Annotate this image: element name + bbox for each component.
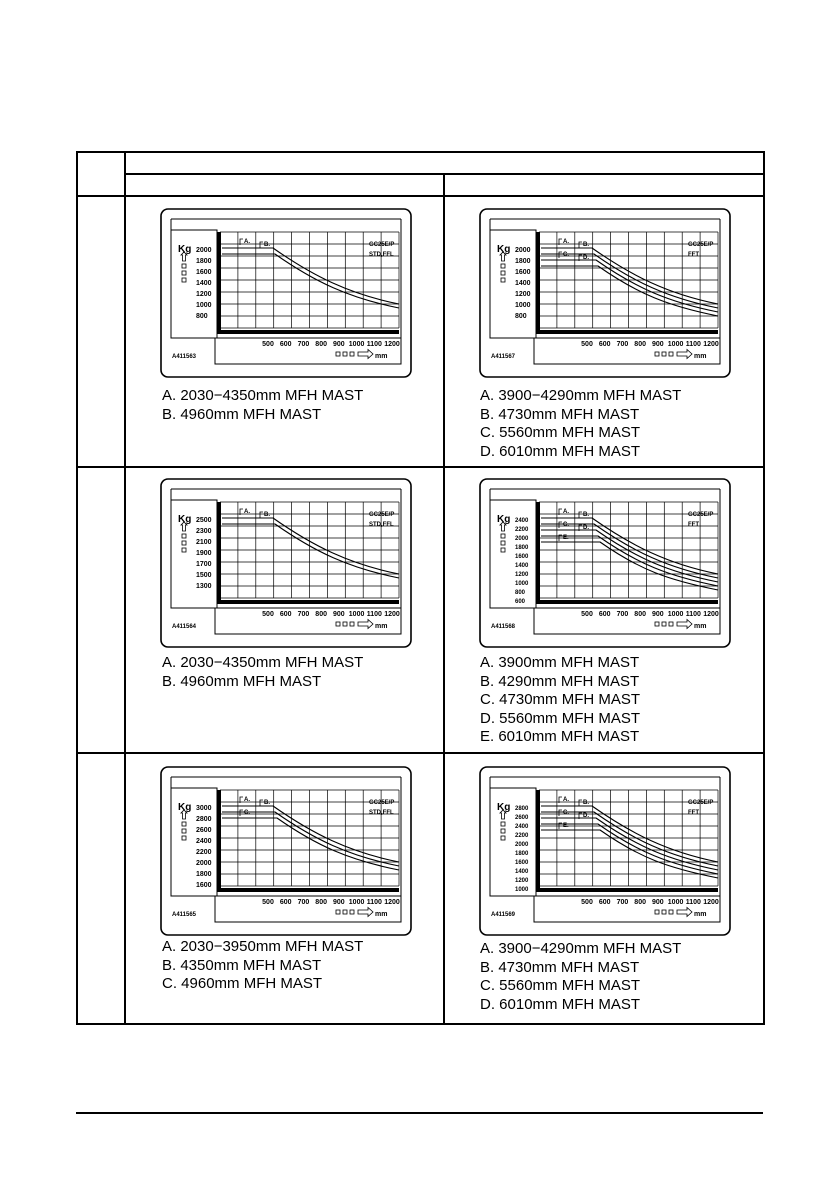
load-chart-svg (160, 766, 412, 936)
x-axis-bar (217, 330, 399, 334)
y-unit-label: Kg (178, 244, 192, 255)
caption-line: D. 5560mm MFH MAST (480, 709, 641, 727)
x-tick-label: 500 (581, 899, 593, 906)
x-tick-label: 1000 (667, 899, 684, 906)
y-tick-label: 2000 (196, 860, 212, 867)
row-divider-1 (76, 466, 765, 468)
x-axis-bar (217, 600, 399, 604)
chart-id: A411567 (491, 354, 516, 360)
x-tick-label: 600 (598, 341, 611, 348)
y-unit-label: Kg (178, 514, 192, 525)
x-unit-label: mm (694, 353, 707, 360)
header-divider-1 (124, 173, 765, 175)
curve-label: A. (244, 239, 250, 245)
y-unit-label: Kg (178, 802, 192, 813)
curve-label: A. (563, 239, 569, 245)
y-tick-label: 2000 (515, 842, 529, 848)
caption-line: C. 5560mm MFH MAST (480, 424, 641, 441)
caption-line: C. 4730mm MFH MAST (480, 691, 641, 708)
column-divider-middle (443, 173, 445, 1025)
curve-label: B. (583, 512, 589, 518)
caption-line: A. 2030−3950mm MFH MAST (162, 938, 364, 955)
caption-line: D. 6010mm MFH MAST (480, 995, 641, 1013)
y-tick-label: 1800 (196, 258, 212, 265)
y-tick-label: 1000 (515, 887, 529, 893)
x-tick-label: 1100 (685, 611, 701, 618)
caption-list (162, 937, 363, 993)
model-label: GC25E/P (688, 800, 714, 806)
x-tick-label: 600 (598, 611, 611, 618)
y-tick-label: 1600 (515, 269, 531, 276)
x-tick-label: 800 (315, 341, 327, 348)
x-tick-label: 700 (616, 341, 629, 348)
y-axis-bar (217, 232, 221, 334)
chart-r3-left (160, 766, 412, 936)
y-tick-label: 1400 (515, 563, 529, 569)
caption-list (162, 653, 363, 690)
x-tick-label: 1000 (667, 611, 684, 618)
variant-label: STD,FFL (369, 810, 394, 816)
x-tick-label: 600 (598, 899, 611, 906)
x-tick-label: 800 (634, 341, 646, 348)
y-tick-label: 1400 (196, 280, 212, 287)
y-unit-label: Kg (497, 514, 511, 525)
caption-list (162, 386, 363, 423)
y-tick-label: 1400 (515, 869, 529, 875)
caption-line: B. 4730mm MFH MAST (480, 958, 640, 976)
x-tick-label: 1100 (366, 611, 382, 618)
y-tick-label: 1700 (196, 561, 212, 568)
caption-line: A. 3900−4290mm MFH MAST (480, 387, 682, 404)
caption-line: B. 4960mm MFH MAST (162, 672, 322, 690)
x-tick-label: 900 (652, 611, 664, 618)
x-tick-label: 1000 (348, 341, 365, 348)
chart-r2-left (160, 478, 412, 648)
y-tick-label: 1000 (196, 302, 212, 309)
x-tick-label: 900 (652, 341, 664, 348)
x-tick-label: 1200 (703, 341, 719, 348)
chart-r3-right (479, 766, 731, 936)
y-tick-label: 2800 (196, 816, 212, 823)
variant-label: FFT (688, 810, 699, 816)
caption-line: C. 5560mm MFH MAST (480, 977, 641, 994)
x-tick-label: 600 (279, 899, 292, 906)
model-label: GC25E/P (369, 512, 395, 518)
y-tick-label: 1000 (515, 302, 531, 309)
y-tick-label: 2200 (515, 527, 529, 533)
x-unit-label: mm (375, 911, 388, 918)
chart-r1-right (479, 208, 731, 378)
x-axis-bar (536, 330, 718, 334)
y-tick-label: 1600 (515, 554, 529, 560)
variant-label: STD,FFL (369, 252, 394, 258)
load-chart-svg (479, 766, 731, 936)
x-tick-label: 1100 (366, 341, 382, 348)
x-tick-label: 500 (262, 611, 274, 618)
y-tick-label: 1800 (515, 545, 529, 551)
load-chart-svg (160, 208, 412, 378)
x-tick-label: 800 (634, 611, 646, 618)
chart-id: A411569 (491, 912, 516, 918)
header-divider-2 (76, 195, 765, 197)
y-tick-label: 1600 (196, 882, 212, 889)
curve-label: A. (563, 509, 569, 515)
chart-id: A411563 (172, 354, 197, 360)
y-tick-label: 2400 (515, 824, 529, 830)
caption-line: D. 6010mm MFH MAST (480, 442, 641, 460)
caption-line: A. 3900−4290mm MFH MAST (480, 940, 682, 957)
y-tick-label: 2000 (196, 247, 212, 254)
curve-label: E. (563, 823, 569, 829)
variant-label: FFT (688, 522, 699, 528)
y-tick-label: 1200 (196, 291, 212, 298)
curve-label: C. (244, 810, 250, 816)
caption-line: B. 4350mm MFH MAST (162, 956, 322, 974)
x-unit-label: mm (694, 623, 707, 630)
y-tick-label: 1600 (196, 269, 212, 276)
x-tick-label: 1200 (703, 611, 719, 618)
y-tick-label: 1200 (515, 572, 529, 578)
x-unit-label: mm (694, 911, 707, 918)
caption-list (480, 386, 681, 460)
y-unit-label: Kg (497, 802, 511, 813)
y-tick-label: 1400 (515, 280, 531, 287)
y-tick-label: 2400 (196, 838, 212, 845)
x-tick-label: 1100 (685, 899, 701, 906)
x-tick-label: 500 (262, 899, 274, 906)
y-axis-bar (217, 790, 221, 892)
y-tick-label: 600 (515, 599, 526, 605)
model-label: GC25E/P (369, 800, 395, 806)
x-tick-label: 600 (279, 341, 292, 348)
x-tick-label: 1000 (667, 341, 684, 348)
y-tick-label: 1300 (196, 583, 212, 590)
curve-label: D. (583, 525, 589, 531)
y-tick-label: 2600 (196, 827, 212, 834)
x-tick-label: 700 (297, 899, 310, 906)
model-label: GC25E/P (688, 242, 714, 248)
y-axis-bar (536, 502, 540, 604)
chart-id: A411568 (491, 624, 516, 630)
y-unit-label: Kg (497, 244, 511, 255)
chart-id: A411565 (172, 912, 197, 918)
x-tick-label: 1200 (384, 611, 400, 618)
x-tick-label: 900 (652, 899, 664, 906)
y-tick-label: 1200 (515, 291, 531, 298)
x-tick-label: 700 (297, 341, 310, 348)
x-tick-label: 900 (333, 341, 345, 348)
chart-id: A411564 (172, 624, 197, 630)
x-tick-label: 1200 (384, 341, 400, 348)
x-tick-label: 1000 (348, 899, 365, 906)
x-tick-label: 700 (616, 899, 629, 906)
curve-label: E. (563, 535, 569, 541)
y-tick-label: 1900 (196, 550, 212, 557)
y-tick-label: 1200 (515, 878, 529, 884)
variant-label: STD,FFL (369, 522, 394, 528)
x-tick-label: 600 (279, 611, 292, 618)
x-tick-label: 500 (581, 341, 593, 348)
x-tick-label: 700 (616, 611, 629, 618)
y-tick-label: 2200 (196, 849, 212, 856)
curve-label: B. (583, 800, 589, 806)
y-tick-label: 1800 (515, 851, 529, 857)
x-tick-label: 1000 (348, 611, 365, 618)
model-label: GC25E/P (688, 512, 714, 518)
x-tick-label: 500 (581, 611, 593, 618)
y-tick-label: 2100 (196, 539, 212, 546)
x-tick-label: 1200 (384, 899, 400, 906)
caption-line: E. 6010mm MFH MAST (480, 728, 640, 745)
y-tick-label: 2400 (515, 518, 529, 524)
y-tick-label: 800 (196, 313, 208, 320)
x-axis-bar (536, 600, 718, 604)
curve-label: A. (244, 509, 250, 515)
caption-line: A. 2030−4350mm MFH MAST (162, 654, 364, 671)
x-tick-label: 1200 (703, 899, 719, 906)
chart-r1-left (160, 208, 412, 378)
model-label: GC25E/P (369, 242, 395, 248)
variant-label: FFT (688, 252, 699, 258)
y-tick-label: 2500 (196, 517, 212, 524)
curve-label: D. (583, 813, 589, 819)
y-axis-bar (536, 232, 540, 334)
y-axis-bar (217, 502, 221, 604)
caption-line: C. 4960mm MFH MAST (162, 975, 323, 992)
curve-label: B. (264, 800, 270, 806)
x-tick-label: 1100 (366, 899, 382, 906)
x-unit-label: mm (375, 623, 388, 630)
curve-label: A. (244, 797, 250, 803)
x-axis-bar (217, 888, 399, 892)
y-tick-label: 3000 (196, 805, 212, 812)
load-chart-svg (479, 208, 731, 378)
curve-label: C. (563, 522, 569, 528)
y-tick-label: 1500 (196, 572, 212, 579)
curve-label: D. (583, 255, 589, 261)
curve-label: B. (264, 512, 270, 518)
x-axis-bar (536, 888, 718, 892)
footer-rule (76, 1112, 763, 1114)
chart-r2-right (479, 478, 731, 648)
y-tick-label: 2200 (515, 833, 529, 839)
x-tick-label: 900 (333, 899, 345, 906)
caption-line: B. 4730mm MFH MAST (480, 405, 640, 423)
y-tick-label: 2800 (515, 806, 529, 812)
curve-label: B. (583, 242, 589, 248)
caption-line: A. 2030−4350mm MFH MAST (162, 387, 364, 404)
y-tick-label: 2000 (515, 247, 531, 254)
x-tick-label: 800 (315, 899, 327, 906)
curve-label: C. (563, 252, 569, 258)
x-tick-label: 1100 (685, 341, 701, 348)
load-chart-svg (160, 478, 412, 648)
y-tick-label: 1800 (515, 258, 531, 265)
x-tick-label: 800 (634, 899, 646, 906)
load-chart-svg (479, 478, 731, 648)
x-tick-label: 700 (297, 611, 310, 618)
column-divider-left (124, 151, 126, 1025)
x-tick-label: 900 (333, 611, 345, 618)
x-unit-label: mm (375, 353, 388, 360)
y-axis-bar (536, 790, 540, 892)
caption-line: B. 4290mm MFH MAST (480, 672, 640, 690)
y-tick-label: 1800 (196, 871, 212, 878)
y-tick-label: 800 (515, 590, 526, 596)
y-tick-label: 2600 (515, 815, 529, 821)
y-tick-label: 2000 (515, 536, 529, 542)
caption-line: A. 3900mm MFH MAST (480, 654, 640, 671)
x-tick-label: 800 (315, 611, 327, 618)
caption-list (480, 653, 640, 746)
y-tick-label: 800 (515, 313, 527, 320)
y-tick-label: 1600 (515, 860, 529, 866)
row-divider-2 (76, 752, 765, 754)
y-tick-label: 2300 (196, 528, 212, 535)
curve-label: B. (264, 242, 270, 248)
y-tick-label: 1000 (515, 581, 529, 587)
curve-label: A. (563, 797, 569, 803)
caption-line: B. 4960mm MFH MAST (162, 405, 322, 423)
curve-label: C. (563, 810, 569, 816)
x-tick-label: 500 (262, 341, 274, 348)
caption-list (480, 939, 681, 1013)
